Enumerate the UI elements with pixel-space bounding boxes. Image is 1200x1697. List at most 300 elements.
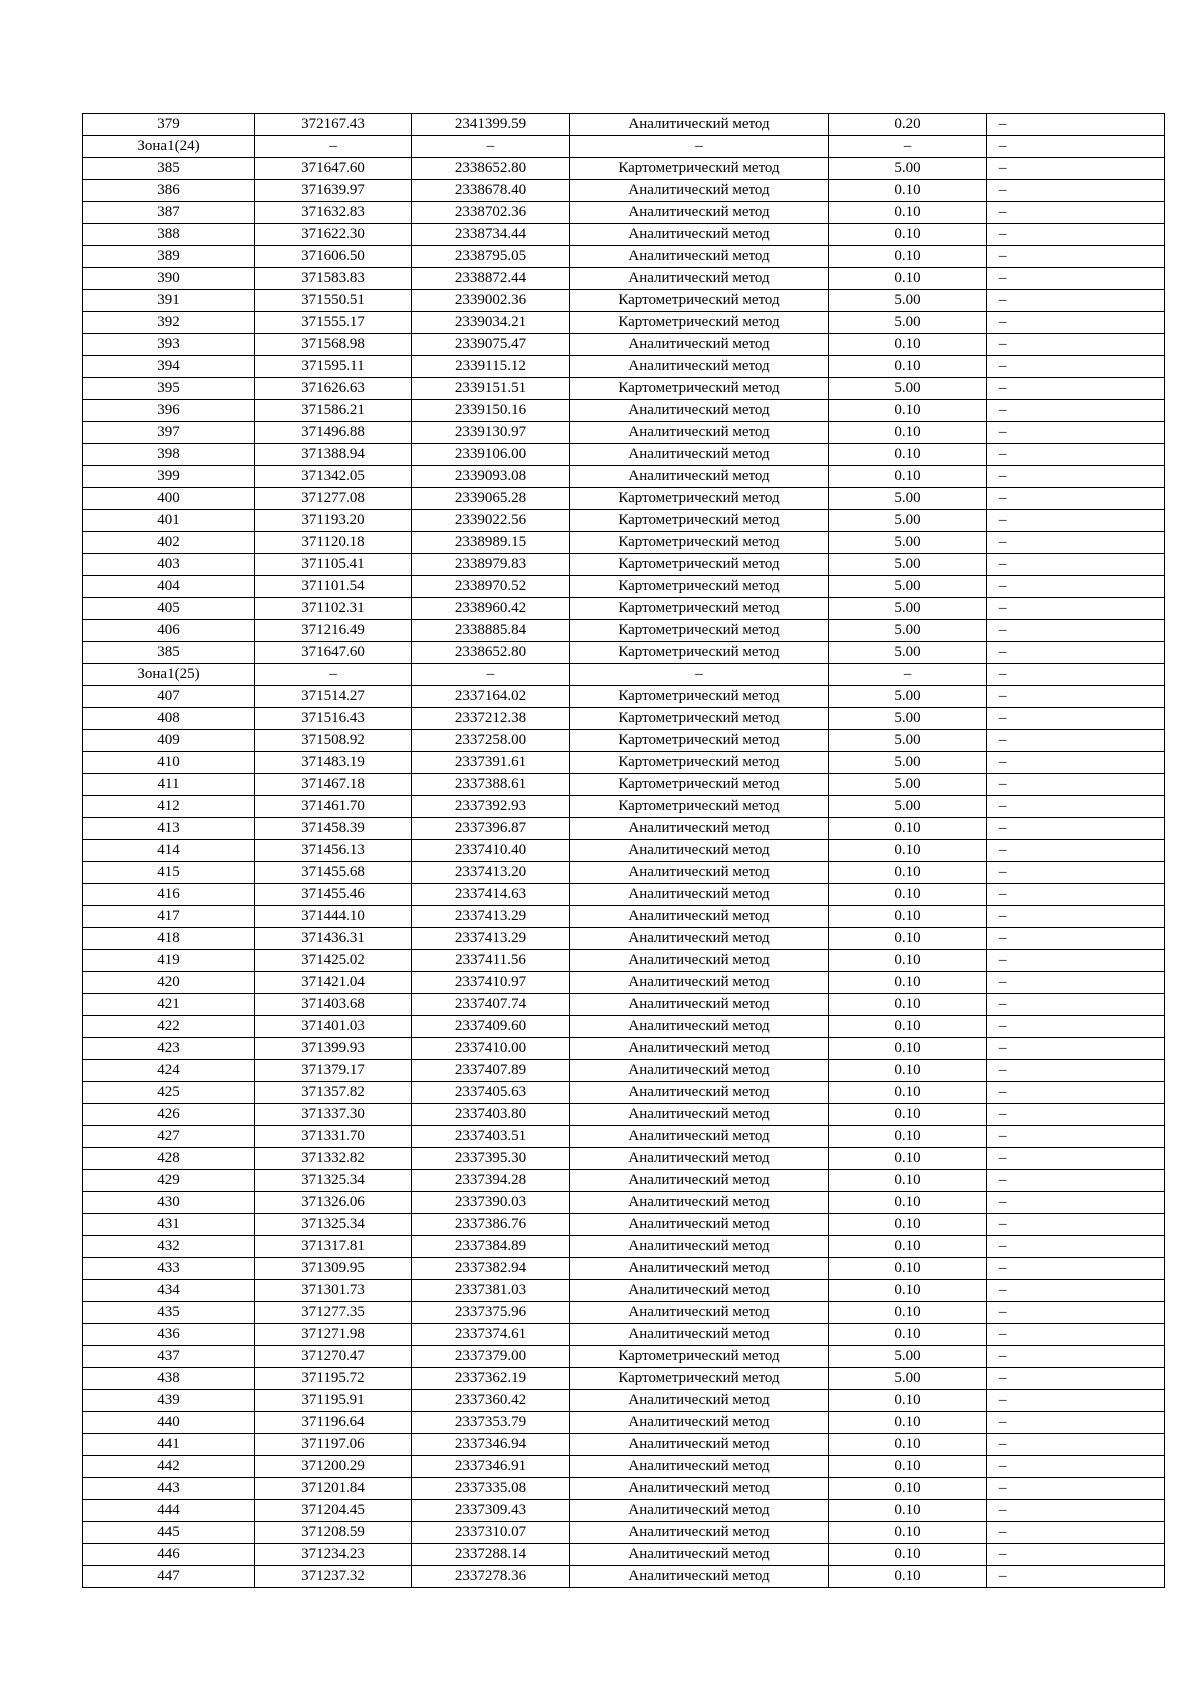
description-cell: –: [987, 180, 1165, 202]
point-number-cell: 436: [83, 1324, 255, 1346]
x-coordinate-cell: 371237.32: [255, 1566, 412, 1588]
description-cell: –: [987, 1368, 1165, 1390]
x-coordinate-cell: 371626.63: [255, 378, 412, 400]
accuracy-cell: 0.10: [829, 1412, 987, 1434]
method-cell: –: [570, 136, 829, 158]
table-row: [83, 180, 1165, 202]
accuracy-cell: 0.10: [829, 202, 987, 224]
table-row: [83, 928, 1165, 950]
method-cell: Аналитический метод: [570, 1324, 829, 1346]
y-coordinate-cell: 2337309.43: [412, 1500, 570, 1522]
description-cell: –: [987, 1258, 1165, 1280]
accuracy-cell: 0.10: [829, 268, 987, 290]
x-coordinate-cell: 371342.05: [255, 466, 412, 488]
description-cell: –: [987, 1324, 1165, 1346]
method-cell: Аналитический метод: [570, 1060, 829, 1082]
point-number-cell: 419: [83, 950, 255, 972]
x-coordinate-cell: 371196.64: [255, 1412, 412, 1434]
description-cell: –: [987, 576, 1165, 598]
accuracy-cell: 0.20: [829, 114, 987, 136]
table-row: [83, 840, 1165, 862]
method-cell: Аналитический метод: [570, 334, 829, 356]
method-cell: Аналитический метод: [570, 180, 829, 202]
y-coordinate-cell: 2337411.56: [412, 950, 570, 972]
point-number-cell: 433: [83, 1258, 255, 1280]
description-cell: –: [987, 1434, 1165, 1456]
accuracy-cell: 5.00: [829, 158, 987, 180]
x-coordinate-cell: 371317.81: [255, 1236, 412, 1258]
x-coordinate-cell: 372167.43: [255, 114, 412, 136]
x-coordinate-cell: 371516.43: [255, 708, 412, 730]
point-number-cell: 422: [83, 1016, 255, 1038]
description-cell: –: [987, 796, 1165, 818]
description-cell: –: [987, 1060, 1165, 1082]
method-cell: Аналитический метод: [570, 1302, 829, 1324]
x-coordinate-cell: 371325.34: [255, 1170, 412, 1192]
y-coordinate-cell: 2337410.00: [412, 1038, 570, 1060]
point-number-cell: Зона1(24): [83, 136, 255, 158]
point-number-cell: 401: [83, 510, 255, 532]
y-coordinate-cell: 2337390.03: [412, 1192, 570, 1214]
point-number-cell: 425: [83, 1082, 255, 1104]
point-number-cell: 387: [83, 202, 255, 224]
y-coordinate-cell: 2337395.30: [412, 1148, 570, 1170]
table-row: [83, 796, 1165, 818]
description-cell: –: [987, 1082, 1165, 1104]
description-cell: –: [987, 158, 1165, 180]
accuracy-cell: 0.10: [829, 1192, 987, 1214]
y-coordinate-cell: 2337346.94: [412, 1434, 570, 1456]
accuracy-cell: 0.10: [829, 466, 987, 488]
description-cell: –: [987, 510, 1165, 532]
coordinates-table-body: [83, 114, 1165, 1588]
description-cell: –: [987, 1566, 1165, 1588]
point-number-cell: 444: [83, 1500, 255, 1522]
accuracy-cell: 5.00: [829, 510, 987, 532]
y-coordinate-cell: 2338702.36: [412, 202, 570, 224]
y-coordinate-cell: 2338734.44: [412, 224, 570, 246]
accuracy-cell: 0.10: [829, 444, 987, 466]
point-number-cell: 443: [83, 1478, 255, 1500]
table-row: [83, 752, 1165, 774]
point-number-cell: 414: [83, 840, 255, 862]
table-row: [83, 1434, 1165, 1456]
x-coordinate-cell: 371208.59: [255, 1522, 412, 1544]
accuracy-cell: 5.00: [829, 774, 987, 796]
table-row: [83, 906, 1165, 928]
x-coordinate-cell: 371514.27: [255, 686, 412, 708]
table-row: [83, 642, 1165, 664]
x-coordinate-cell: 371647.60: [255, 158, 412, 180]
table-row: [83, 1148, 1165, 1170]
x-coordinate-cell: 371550.51: [255, 290, 412, 312]
method-cell: Аналитический метод: [570, 202, 829, 224]
x-coordinate-cell: 371483.19: [255, 752, 412, 774]
point-number-cell: 429: [83, 1170, 255, 1192]
method-cell: Аналитический метод: [570, 1082, 829, 1104]
y-coordinate-cell: 2337258.00: [412, 730, 570, 752]
accuracy-cell: 0.10: [829, 1016, 987, 1038]
point-number-cell: 393: [83, 334, 255, 356]
table-row: [83, 862, 1165, 884]
description-cell: –: [987, 818, 1165, 840]
x-coordinate-cell: 371193.20: [255, 510, 412, 532]
point-number-cell: 428: [83, 1148, 255, 1170]
x-coordinate-cell: 371632.83: [255, 202, 412, 224]
table-row: [83, 532, 1165, 554]
point-number-cell: 441: [83, 1434, 255, 1456]
description-cell: –: [987, 1192, 1165, 1214]
description-cell: –: [987, 290, 1165, 312]
y-coordinate-cell: 2337374.61: [412, 1324, 570, 1346]
point-number-cell: 423: [83, 1038, 255, 1060]
y-coordinate-cell: 2339075.47: [412, 334, 570, 356]
method-cell: Аналитический метод: [570, 1434, 829, 1456]
table-row: [83, 1258, 1165, 1280]
method-cell: Аналитический метод: [570, 1214, 829, 1236]
y-coordinate-cell: 2337310.07: [412, 1522, 570, 1544]
method-cell: Картометрический метод: [570, 774, 829, 796]
description-cell: –: [987, 202, 1165, 224]
method-cell: Аналитический метод: [570, 246, 829, 268]
point-number-cell: 442: [83, 1456, 255, 1478]
description-cell: –: [987, 1346, 1165, 1368]
description-cell: –: [987, 422, 1165, 444]
y-coordinate-cell: 2337413.20: [412, 862, 570, 884]
method-cell: Картометрический метод: [570, 554, 829, 576]
y-coordinate-cell: 2337381.03: [412, 1280, 570, 1302]
table-row: [83, 488, 1165, 510]
accuracy-cell: 0.10: [829, 840, 987, 862]
method-cell: Картометрический метод: [570, 642, 829, 664]
method-cell: Аналитический метод: [570, 114, 829, 136]
table-row: [83, 444, 1165, 466]
x-coordinate-cell: 371332.82: [255, 1148, 412, 1170]
point-number-cell: 430: [83, 1192, 255, 1214]
description-cell: –: [987, 246, 1165, 268]
table-row: [83, 246, 1165, 268]
accuracy-cell: 5.00: [829, 642, 987, 664]
point-number-cell: 392: [83, 312, 255, 334]
method-cell: Аналитический метод: [570, 1522, 829, 1544]
y-coordinate-cell: 2339065.28: [412, 488, 570, 510]
x-coordinate-cell: 371622.30: [255, 224, 412, 246]
point-number-cell: 438: [83, 1368, 255, 1390]
point-number-cell: 389: [83, 246, 255, 268]
accuracy-cell: 0.10: [829, 422, 987, 444]
point-number-cell: 409: [83, 730, 255, 752]
accuracy-cell: 0.10: [829, 1170, 987, 1192]
x-coordinate-cell: 371399.93: [255, 1038, 412, 1060]
description-cell: –: [987, 1302, 1165, 1324]
table-row: [83, 730, 1165, 752]
point-number-cell: 439: [83, 1390, 255, 1412]
point-number-cell: 405: [83, 598, 255, 620]
y-coordinate-cell: 2338652.80: [412, 642, 570, 664]
accuracy-cell: 0.10: [829, 884, 987, 906]
x-coordinate-cell: 371467.18: [255, 774, 412, 796]
method-cell: Аналитический метод: [570, 1478, 829, 1500]
x-coordinate-cell: 371234.23: [255, 1544, 412, 1566]
accuracy-cell: 5.00: [829, 378, 987, 400]
y-coordinate-cell: 2338989.15: [412, 532, 570, 554]
table-row: [83, 708, 1165, 730]
y-coordinate-cell: 2337278.36: [412, 1566, 570, 1588]
y-coordinate-cell: 2337409.60: [412, 1016, 570, 1038]
method-cell: Картометрический метод: [570, 576, 829, 598]
point-number-cell: 403: [83, 554, 255, 576]
description-cell: –: [987, 686, 1165, 708]
y-coordinate-cell: 2337335.08: [412, 1478, 570, 1500]
point-number-cell: 421: [83, 994, 255, 1016]
description-cell: –: [987, 1126, 1165, 1148]
x-coordinate-cell: 371496.88: [255, 422, 412, 444]
x-coordinate-cell: –: [255, 136, 412, 158]
x-coordinate-cell: 371277.08: [255, 488, 412, 510]
point-number-cell: 390: [83, 268, 255, 290]
accuracy-cell: 0.10: [829, 994, 987, 1016]
accuracy-cell: –: [829, 136, 987, 158]
table-row: [83, 1082, 1165, 1104]
method-cell: Аналитический метод: [570, 840, 829, 862]
description-cell: –: [987, 1522, 1165, 1544]
table-row: [83, 1368, 1165, 1390]
method-cell: Картометрический метод: [570, 158, 829, 180]
point-number-cell: 440: [83, 1412, 255, 1434]
description-cell: –: [987, 1104, 1165, 1126]
y-coordinate-cell: 2337388.61: [412, 774, 570, 796]
description-cell: –: [987, 598, 1165, 620]
zone-header-row: [83, 664, 1165, 686]
y-coordinate-cell: 2341399.59: [412, 114, 570, 136]
accuracy-cell: 0.10: [829, 180, 987, 202]
table-row: [83, 114, 1165, 136]
method-cell: Аналитический метод: [570, 884, 829, 906]
table-row: [83, 1346, 1165, 1368]
table-row: [83, 510, 1165, 532]
table-row: [83, 224, 1165, 246]
table-row: [83, 1456, 1165, 1478]
description-cell: –: [987, 224, 1165, 246]
method-cell: Аналитический метод: [570, 906, 829, 928]
accuracy-cell: 5.00: [829, 752, 987, 774]
description-cell: –: [987, 466, 1165, 488]
x-coordinate-cell: 371379.17: [255, 1060, 412, 1082]
x-coordinate-cell: –: [255, 664, 412, 686]
description-cell: –: [987, 1500, 1165, 1522]
y-coordinate-cell: 2337403.80: [412, 1104, 570, 1126]
point-number-cell: 404: [83, 576, 255, 598]
table-row: [83, 1478, 1165, 1500]
y-coordinate-cell: 2337384.89: [412, 1236, 570, 1258]
method-cell: Картометрический метод: [570, 532, 829, 554]
x-coordinate-cell: 371277.35: [255, 1302, 412, 1324]
method-cell: Картометрический метод: [570, 730, 829, 752]
x-coordinate-cell: 371458.39: [255, 818, 412, 840]
x-coordinate-cell: 371200.29: [255, 1456, 412, 1478]
method-cell: Картометрический метод: [570, 686, 829, 708]
method-cell: Аналитический метод: [570, 1566, 829, 1588]
description-cell: –: [987, 972, 1165, 994]
x-coordinate-cell: 371326.06: [255, 1192, 412, 1214]
description-cell: –: [987, 334, 1165, 356]
y-coordinate-cell: 2338970.52: [412, 576, 570, 598]
table-row: [83, 1566, 1165, 1588]
table-row: [83, 466, 1165, 488]
table-row: [83, 356, 1165, 378]
x-coordinate-cell: 371595.11: [255, 356, 412, 378]
table-row: [83, 598, 1165, 620]
table-row: [83, 422, 1165, 444]
point-number-cell: 408: [83, 708, 255, 730]
y-coordinate-cell: 2337375.96: [412, 1302, 570, 1324]
method-cell: Аналитический метод: [570, 1280, 829, 1302]
accuracy-cell: 0.10: [829, 334, 987, 356]
description-cell: –: [987, 378, 1165, 400]
y-coordinate-cell: 2339130.97: [412, 422, 570, 444]
description-cell: –: [987, 1236, 1165, 1258]
y-coordinate-cell: 2337407.89: [412, 1060, 570, 1082]
method-cell: –: [570, 664, 829, 686]
accuracy-cell: 5.00: [829, 620, 987, 642]
description-cell: –: [987, 730, 1165, 752]
x-coordinate-cell: 371101.54: [255, 576, 412, 598]
zone-header-row: [83, 136, 1165, 158]
method-cell: Картометрический метод: [570, 708, 829, 730]
table-row: [83, 400, 1165, 422]
accuracy-cell: 5.00: [829, 576, 987, 598]
x-coordinate-cell: 371270.47: [255, 1346, 412, 1368]
method-cell: Аналитический метод: [570, 1148, 829, 1170]
point-number-cell: 418: [83, 928, 255, 950]
table-row: [83, 686, 1165, 708]
point-number-cell: 434: [83, 1280, 255, 1302]
description-cell: –: [987, 1170, 1165, 1192]
x-coordinate-cell: 371639.97: [255, 180, 412, 202]
x-coordinate-cell: 371102.31: [255, 598, 412, 620]
method-cell: Аналитический метод: [570, 928, 829, 950]
x-coordinate-cell: 371195.72: [255, 1368, 412, 1390]
y-coordinate-cell: 2338795.05: [412, 246, 570, 268]
description-cell: –: [987, 444, 1165, 466]
table-row: [83, 1500, 1165, 1522]
point-number-cell: 420: [83, 972, 255, 994]
accuracy-cell: 0.10: [829, 1258, 987, 1280]
accuracy-cell: 5.00: [829, 1368, 987, 1390]
description-cell: –: [987, 752, 1165, 774]
table-row: [83, 268, 1165, 290]
description-cell: –: [987, 994, 1165, 1016]
method-cell: Аналитический метод: [570, 1258, 829, 1280]
point-number-cell: 447: [83, 1566, 255, 1588]
description-cell: –: [987, 268, 1165, 290]
y-coordinate-cell: 2337391.61: [412, 752, 570, 774]
description-cell: –: [987, 1544, 1165, 1566]
point-number-cell: 385: [83, 158, 255, 180]
description-cell: –: [987, 906, 1165, 928]
x-coordinate-cell: 371216.49: [255, 620, 412, 642]
method-cell: Аналитический метод: [570, 1126, 829, 1148]
y-coordinate-cell: –: [412, 136, 570, 158]
description-cell: –: [987, 1456, 1165, 1478]
accuracy-cell: 5.00: [829, 796, 987, 818]
point-number-cell: 394: [83, 356, 255, 378]
method-cell: Аналитический метод: [570, 1390, 829, 1412]
method-cell: Аналитический метод: [570, 466, 829, 488]
y-coordinate-cell: 2337392.93: [412, 796, 570, 818]
accuracy-cell: 0.10: [829, 1390, 987, 1412]
method-cell: Аналитический метод: [570, 400, 829, 422]
description-cell: –: [987, 664, 1165, 686]
x-coordinate-cell: 371555.17: [255, 312, 412, 334]
table-row: [83, 774, 1165, 796]
accuracy-cell: 0.10: [829, 1148, 987, 1170]
accuracy-cell: 0.10: [829, 1214, 987, 1236]
description-cell: –: [987, 356, 1165, 378]
method-cell: Аналитический метод: [570, 1104, 829, 1126]
description-cell: –: [987, 862, 1165, 884]
y-coordinate-cell: 2339115.12: [412, 356, 570, 378]
y-coordinate-cell: 2337360.42: [412, 1390, 570, 1412]
point-number-cell: 412: [83, 796, 255, 818]
x-coordinate-cell: 371357.82: [255, 1082, 412, 1104]
method-cell: Аналитический метод: [570, 950, 829, 972]
table-row: [83, 1038, 1165, 1060]
x-coordinate-cell: 371331.70: [255, 1126, 412, 1148]
accuracy-cell: 0.10: [829, 224, 987, 246]
point-number-cell: 407: [83, 686, 255, 708]
description-cell: –: [987, 1038, 1165, 1060]
accuracy-cell: 5.00: [829, 730, 987, 752]
x-coordinate-cell: 371425.02: [255, 950, 412, 972]
x-coordinate-cell: 371508.92: [255, 730, 412, 752]
table-row: [83, 1192, 1165, 1214]
x-coordinate-cell: 371455.46: [255, 884, 412, 906]
method-cell: Аналитический метод: [570, 972, 829, 994]
y-coordinate-cell: 2337413.29: [412, 906, 570, 928]
x-coordinate-cell: 371583.83: [255, 268, 412, 290]
accuracy-cell: 0.10: [829, 1280, 987, 1302]
method-cell: Картометрический метод: [570, 1368, 829, 1390]
table-row: [83, 1544, 1165, 1566]
table-row: [83, 1236, 1165, 1258]
point-number-cell: 431: [83, 1214, 255, 1236]
point-number-cell: 388: [83, 224, 255, 246]
table-row: [83, 334, 1165, 356]
accuracy-cell: 0.10: [829, 1060, 987, 1082]
method-cell: Картометрический метод: [570, 752, 829, 774]
accuracy-cell: –: [829, 664, 987, 686]
table-row: [83, 1104, 1165, 1126]
point-number-cell: 391: [83, 290, 255, 312]
y-coordinate-cell: 2337212.38: [412, 708, 570, 730]
accuracy-cell: 0.10: [829, 1302, 987, 1324]
table-row: [83, 994, 1165, 1016]
method-cell: Аналитический метод: [570, 356, 829, 378]
point-number-cell: 445: [83, 1522, 255, 1544]
point-number-cell: 435: [83, 1302, 255, 1324]
x-coordinate-cell: 371461.70: [255, 796, 412, 818]
y-coordinate-cell: 2337396.87: [412, 818, 570, 840]
point-number-cell: 399: [83, 466, 255, 488]
y-coordinate-cell: 2337288.14: [412, 1544, 570, 1566]
x-coordinate-cell: 371647.60: [255, 642, 412, 664]
x-coordinate-cell: 371421.04: [255, 972, 412, 994]
method-cell: Аналитический метод: [570, 1038, 829, 1060]
table-row: [83, 1324, 1165, 1346]
y-coordinate-cell: 2337407.74: [412, 994, 570, 1016]
accuracy-cell: 5.00: [829, 708, 987, 730]
